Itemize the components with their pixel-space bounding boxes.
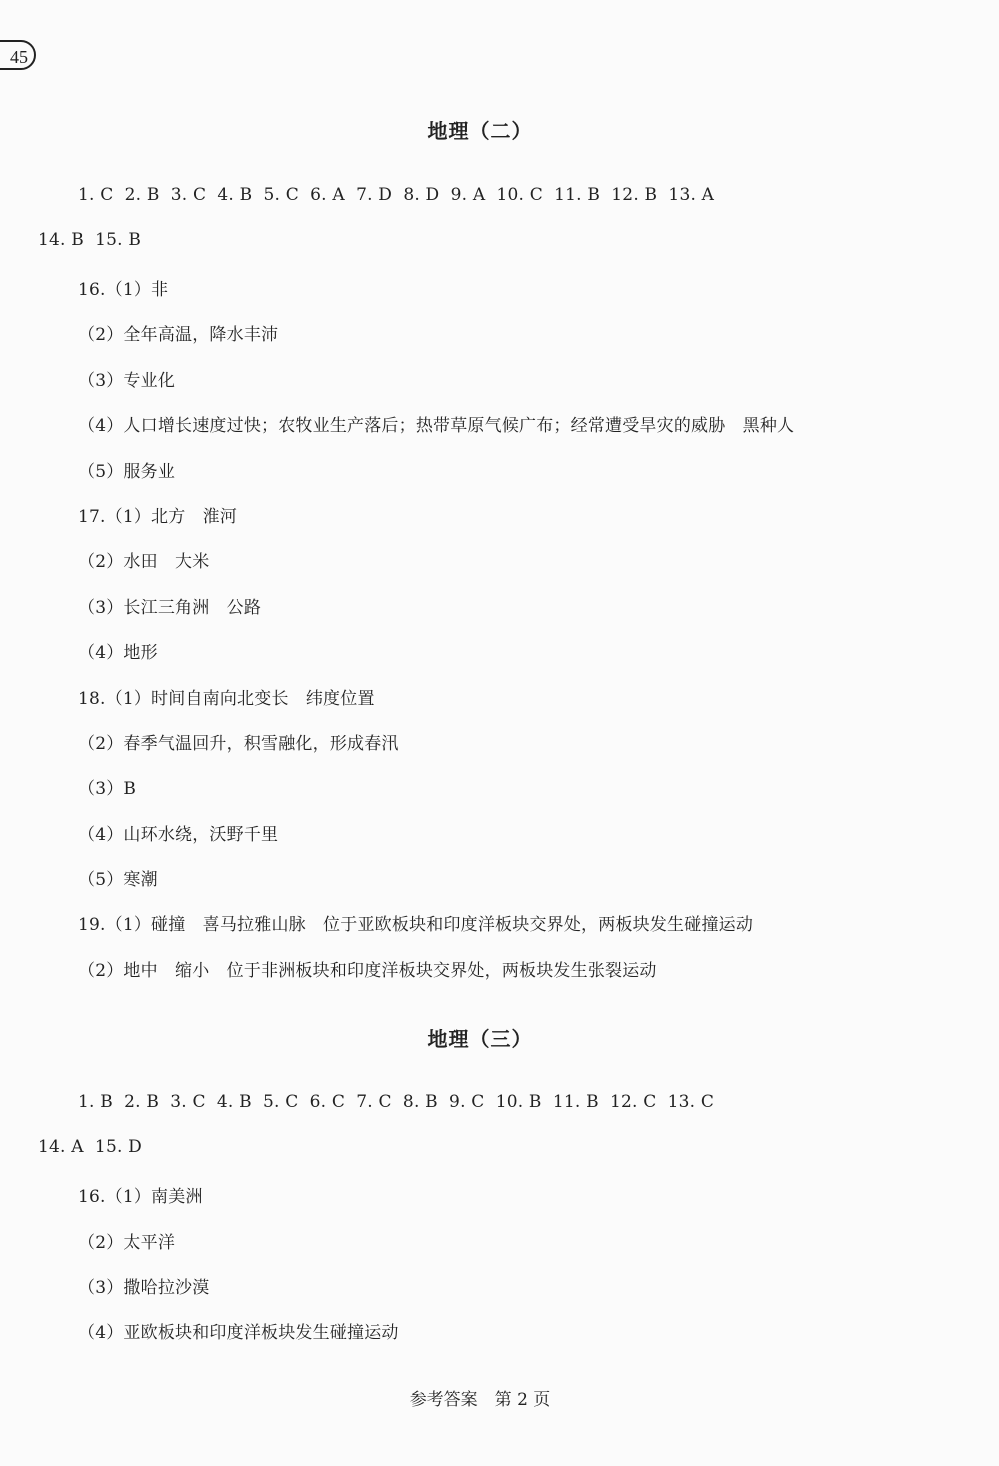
answer-line: （3）长江三角洲 公路: [78, 598, 262, 618]
answer-line: 17.（1）北方 淮河: [78, 507, 238, 527]
answer-line: （2）水田 大米: [78, 552, 210, 572]
answer-line: 19.（1）碰撞 喜马拉雅山脉 位于亚欧板块和印度洋板块交界处，两板块发生碰撞运动: [78, 915, 754, 935]
answer-line: 16.（1）非: [78, 280, 169, 300]
page-number-badge: 45: [0, 40, 36, 70]
answer-line: （5）寒潮: [78, 870, 158, 890]
section-title-geography-2: 地理（二）: [427, 119, 533, 143]
answer-line: （4）亚欧板块和印度洋板块发生碰撞运动: [78, 1323, 399, 1343]
answer-line: （4）地形: [78, 643, 158, 663]
mc-answers-line: 14. A 15. D: [38, 1137, 142, 1157]
section-title-geography-3: 地理（三）: [427, 1027, 533, 1051]
answer-line: （2）地中 缩小 位于非洲板块和印度洋板块交界处，两板块发生张裂运动: [78, 961, 657, 981]
answer-line: 18.（1）时间自南向北变长 纬度位置: [78, 689, 375, 709]
answer-line: （3）专业化: [78, 371, 176, 391]
page-footer: 参考答案 第 2 页: [409, 1390, 551, 1410]
mc-answers-line: 14. B 15. B: [38, 230, 142, 250]
answer-line: （4）山环水绕，沃野千里: [78, 825, 279, 845]
answer-line: （3）B: [78, 779, 137, 799]
answer-line: （3）撒哈拉沙漠: [78, 1278, 210, 1298]
answer-line: 16.（1）南美洲: [78, 1187, 203, 1207]
answer-line: （2）春季气温回升，积雪融化，形成春汛: [78, 734, 399, 754]
mc-answers-line: 1. C 2. B 3. C 4. B 5. C 6. A 7. D 8. D 9. A 10. C 11. B 12. B 13. A: [78, 185, 715, 205]
answer-line: （2）太平洋: [78, 1233, 176, 1253]
answer-line: （5）服务业: [78, 462, 176, 482]
answer-line: （4）人口增长速度过快；农牧业生产落后；热带草原气候广布；经常遭受旱灾的威胁 黑种人: [78, 416, 795, 436]
mc-answers-line: 1. B 2. B 3. C 4. B 5. C 6. C 7. C 8. B 9. C 10. B 11. B 12. C 13. C: [78, 1092, 715, 1112]
answer-line: （2）全年高温，降水丰沛: [78, 325, 279, 345]
